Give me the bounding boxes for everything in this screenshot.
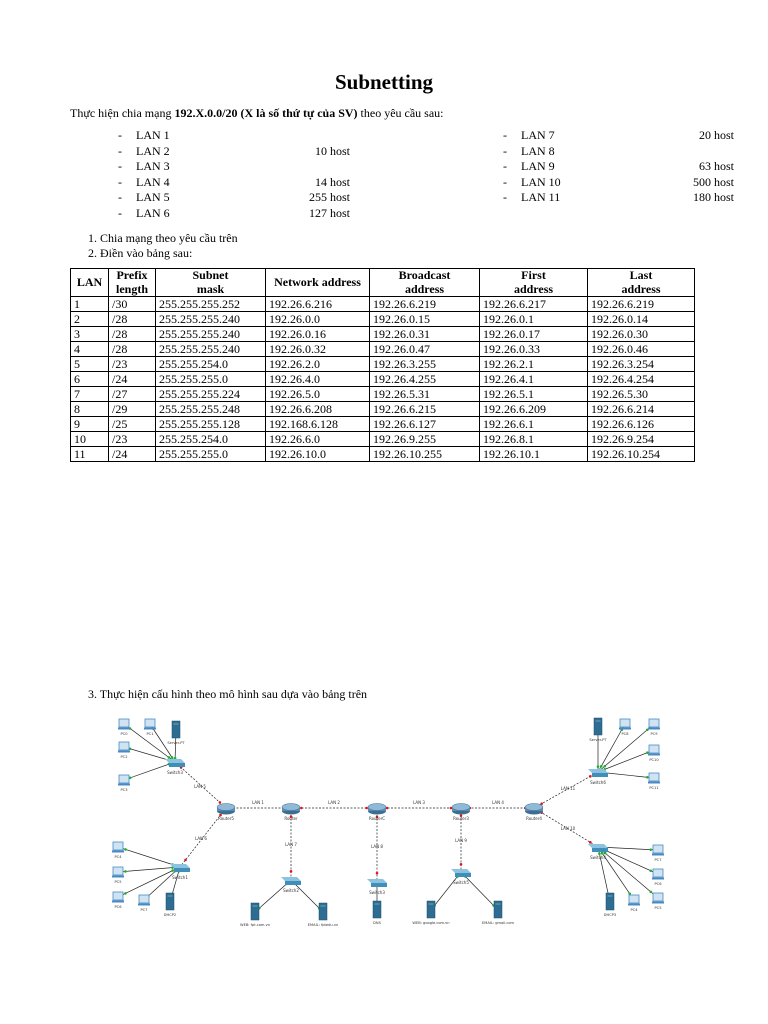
table-cell: 192.26.5.30 <box>588 387 695 402</box>
lan-label: LAN 2 <box>328 800 340 805</box>
intro-network: 192.X.0.0/20 (X là số thứ tự của SV) <box>174 106 358 120</box>
column-header-line: mask <box>196 281 225 296</box>
port-indicator <box>124 848 127 851</box>
bullet-dash: - <box>503 159 507 174</box>
lan-label: LAN 1 <box>252 800 264 805</box>
requirement-item <box>503 144 734 160</box>
pc-icon <box>628 904 640 906</box>
switch-icon <box>451 869 471 873</box>
pc-icon <box>138 904 150 906</box>
table-cell: 192.26.10.0 <box>266 447 370 462</box>
table-row <box>71 327 695 342</box>
table-cell: 192.26.6.209 <box>480 402 588 417</box>
server-icon <box>373 901 381 918</box>
table-cell: 192.26.6.216 <box>266 297 370 312</box>
server-label: DHCP3 <box>603 913 617 917</box>
router-label: Router3 <box>453 816 469 821</box>
table-cell: 192.26.10.1 <box>480 447 588 462</box>
step-3: 3. Thực hiện cấu hình theo mô hình sau dựa vào bảng trên <box>88 687 368 701</box>
pc-icon <box>119 742 129 750</box>
table-row <box>71 342 695 357</box>
table-cell: 192.26.0.0 <box>266 312 370 327</box>
column-header <box>156 269 266 297</box>
requirement-item <box>118 206 350 222</box>
switch-label: Switch2 <box>283 888 299 893</box>
table-cell: 255.255.255.240 <box>156 342 266 357</box>
pc-icon <box>112 851 124 853</box>
pc-icon <box>119 719 129 727</box>
column-header-line: LAN <box>76 274 103 289</box>
requirement-hosts: 127 host <box>308 205 350 220</box>
requirement-lan: LAN 9 <box>521 159 555 174</box>
table-row <box>71 372 695 387</box>
switch-label: Switch6 <box>590 780 606 785</box>
port-indicator <box>124 892 127 895</box>
pc-label: PC9 <box>650 732 658 736</box>
column-header-line: Subnet <box>192 268 229 282</box>
lan-label: LAN 8 <box>371 844 383 849</box>
server-icon <box>251 903 259 920</box>
column-header-line: length <box>115 281 148 296</box>
pc-icon <box>652 878 664 880</box>
bullet-dash: - <box>503 128 507 142</box>
bullet-dash: - <box>118 190 122 205</box>
requirement-item <box>503 159 734 175</box>
switch-label: Switch1 <box>172 875 188 880</box>
router-label: Router4 <box>526 816 542 821</box>
column-header <box>266 269 370 297</box>
pc-icon <box>139 895 149 903</box>
table-cell: /27 <box>109 387 156 402</box>
switch-icon <box>455 873 471 877</box>
table-cell: 192.26.10.254 <box>588 447 695 462</box>
table-cell: 255.255.255.0 <box>156 372 266 387</box>
steps-list <box>88 231 238 261</box>
pc-icon <box>112 901 124 903</box>
table-cell: 192.26.0.31 <box>370 327 480 342</box>
table-cell: 192.26.6.208 <box>266 402 370 417</box>
requirement-hosts: 255 host <box>308 190 350 205</box>
table-cell: 192.26.0.47 <box>370 342 480 357</box>
intro-prefix: Thực hiện chia mạng <box>70 106 175 120</box>
table-body <box>71 297 695 462</box>
pc-label: PC3 <box>120 788 128 792</box>
bullet-dash: - <box>118 159 122 174</box>
pc-label: PC5 <box>654 906 662 910</box>
port-indicator <box>290 870 293 873</box>
router-icon <box>525 804 543 811</box>
switch-icon <box>588 844 608 848</box>
switch-icon <box>165 759 185 763</box>
column-header <box>370 269 480 297</box>
table-cell: 192.26.6.219 <box>370 297 480 312</box>
port-indicator <box>646 776 649 779</box>
table-cell: 11 <box>71 447 109 462</box>
router-icon <box>217 804 235 811</box>
bullet-dash: - <box>118 174 122 189</box>
table-row <box>71 417 695 432</box>
port-indicator <box>365 807 368 810</box>
port-indicator <box>219 801 222 804</box>
switch-icon <box>592 848 608 852</box>
intro-suffix: theo yêu cầu sau: <box>357 106 444 120</box>
port-indicator <box>589 841 592 844</box>
table-cell: 255.255.255.248 <box>156 402 266 417</box>
server-label: Server-PT <box>589 738 607 742</box>
table-cell: 192.26.9.255 <box>370 432 480 447</box>
port-indicator <box>589 775 592 778</box>
lan-label: LAN 3 <box>413 800 425 805</box>
column-header-line: Broadcast <box>398 268 451 282</box>
pc-label: PC8 <box>621 732 629 736</box>
table-cell: 192.26.5.1 <box>480 387 588 402</box>
pc-icon <box>112 876 124 878</box>
network-link <box>431 872 461 910</box>
pc-icon <box>652 902 664 904</box>
requirement-lan: LAN 4 <box>136 174 170 189</box>
step-1: 1. Chia mạng theo yêu cầu trên <box>88 231 238 245</box>
table-cell: 192.26.6.219 <box>588 297 695 312</box>
pc-icon <box>113 892 123 900</box>
requirement-item <box>503 175 734 191</box>
requirement-item <box>503 190 734 206</box>
pc-icon <box>649 773 659 781</box>
pc-label: PC11 <box>649 786 659 790</box>
table-cell: /24 <box>109 447 156 462</box>
requirement-item <box>118 144 350 160</box>
table-row <box>71 402 695 417</box>
table-cell: 192.26.9.254 <box>588 432 695 447</box>
step-2: 2. Điền vào bảng sau: <box>88 246 193 260</box>
table-row <box>71 387 695 402</box>
table-cell: 192.26.6.215 <box>370 402 480 417</box>
switch-label: Switch4 <box>590 855 606 860</box>
lan-label: LAN 4 <box>492 800 504 805</box>
subnet-table <box>70 268 695 462</box>
network-link <box>598 847 658 898</box>
table-cell: 192.26.2.0 <box>266 357 370 372</box>
port-indicator <box>168 756 171 759</box>
port-indicator <box>600 765 603 768</box>
table-cell: 192.26.3.254 <box>588 357 695 372</box>
pc-icon <box>118 784 130 786</box>
table-cell: 8 <box>71 402 109 417</box>
requirement-item <box>118 159 350 175</box>
table-cell: 255.255.254.0 <box>156 357 266 372</box>
pc-label: PC2 <box>120 755 128 759</box>
port-indicator <box>124 870 127 873</box>
bullet-dash: - <box>118 143 122 158</box>
table-cell: 5 <box>71 357 109 372</box>
table-cell: 255.255.255.240 <box>156 312 266 327</box>
server-icon <box>319 903 327 920</box>
table-cell: 3 <box>71 327 109 342</box>
server-icon <box>594 718 602 735</box>
column-header-line: address <box>621 281 661 296</box>
port-indicator <box>603 765 606 768</box>
requirements-left <box>118 128 350 222</box>
pc-icon <box>649 745 659 753</box>
server-label: EMAIL: gmail.com <box>481 921 515 925</box>
table-cell: 1 <box>71 297 109 312</box>
server-icon <box>166 893 174 910</box>
table-cell: 192.26.0.14 <box>588 312 695 327</box>
table-cell: 192.26.0.16 <box>266 327 370 342</box>
switch-icon <box>174 868 190 872</box>
table-cell: 192.26.4.254 <box>588 372 695 387</box>
server-label: DHCP2 <box>163 913 177 917</box>
port-indicator <box>300 807 303 810</box>
table-cell: /28 <box>109 342 156 357</box>
switch-icon <box>281 877 301 881</box>
table-cell: /28 <box>109 312 156 327</box>
table-cell: 192.26.4.1 <box>480 372 588 387</box>
lan-label: LAN 6 <box>195 836 207 841</box>
pc-icon <box>145 719 155 727</box>
requirement-hosts: 10 host <box>314 143 350 158</box>
table-cell: /30 <box>109 297 156 312</box>
requirement-hosts: 20 host <box>698 128 734 142</box>
switch-icon <box>367 879 387 883</box>
table-cell: 255.255.255.252 <box>156 297 266 312</box>
switch-icon <box>169 763 185 767</box>
table-cell: /23 <box>109 357 156 372</box>
table-cell: 10 <box>71 432 109 447</box>
network-link <box>461 872 498 910</box>
network-topology-diagram <box>98 712 678 934</box>
table-cell: 7 <box>71 387 109 402</box>
table-row <box>71 432 695 447</box>
pc-icon <box>648 782 660 784</box>
table-cell: 6 <box>71 372 109 387</box>
pc-icon <box>653 893 663 901</box>
server-icon <box>606 893 614 910</box>
table-cell: 192.26.8.1 <box>480 432 588 447</box>
table-row <box>71 447 695 462</box>
switch-label: Switch3 <box>369 890 385 895</box>
switch-icon <box>592 773 608 777</box>
table-cell: 4 <box>71 342 109 357</box>
pc-icon <box>648 728 660 730</box>
server-label: Server-PT <box>167 741 185 745</box>
table-cell: 255.255.255.224 <box>156 387 266 402</box>
requirement-lan: LAN 1 <box>136 128 170 142</box>
table-cell: 255.255.255.240 <box>156 327 266 342</box>
requirement-item <box>118 175 350 191</box>
network-link <box>598 750 654 772</box>
table-cell: 192.26.10.255 <box>370 447 480 462</box>
table-cell: 192.168.6.128 <box>266 417 370 432</box>
table-cell: 192.26.6.0 <box>266 432 370 447</box>
requirement-item <box>503 128 734 144</box>
server-icon <box>172 721 180 738</box>
requirement-lan: LAN 7 <box>521 128 555 142</box>
column-header-line: address <box>404 281 445 296</box>
requirements-right <box>503 128 734 206</box>
bullet-dash: - <box>503 143 507 158</box>
column-header <box>480 269 588 297</box>
port-indicator <box>171 869 174 872</box>
port-indicator <box>650 848 653 851</box>
router-label: Router5 <box>218 816 234 821</box>
requirement-lan: LAN 2 <box>136 143 170 158</box>
table-cell: 192.26.0.17 <box>480 327 588 342</box>
table-cell: /29 <box>109 402 156 417</box>
pc-label: PC5 <box>114 880 122 884</box>
pc-icon <box>118 751 130 753</box>
pc-icon <box>648 754 660 756</box>
router-icon <box>368 804 386 811</box>
pc-label: PC1 <box>146 732 154 736</box>
router-label: RouterC <box>368 816 386 821</box>
pc-label: PC4 <box>630 908 638 912</box>
switch-label: Switch3 <box>167 770 183 775</box>
table-cell: 9 <box>71 417 109 432</box>
requirement-item <box>118 128 350 144</box>
server-label: DNS <box>373 921 381 925</box>
table-cell: 192.26.0.46 <box>588 342 695 357</box>
port-indicator <box>628 892 631 895</box>
requirement-hosts: 500 host <box>692 174 734 189</box>
table-cell: /23 <box>109 432 156 447</box>
port-indicator <box>376 872 379 875</box>
port-indicator <box>171 756 174 759</box>
table-cell: 192.26.0.1 <box>480 312 588 327</box>
lan-label: LAN 10 <box>560 826 576 831</box>
requirement-hosts: 63 host <box>698 159 734 174</box>
server-label: WEB: fpt.com.vn <box>240 923 270 927</box>
table-cell: 192.26.0.32 <box>266 342 370 357</box>
page-title: Subnetting <box>334 70 434 94</box>
table-cell: 192.26.6.214 <box>588 402 695 417</box>
table-cell: /24 <box>109 372 156 387</box>
bullet-dash: - <box>503 174 507 189</box>
port-indicator <box>460 863 463 866</box>
server-label: WEB: google.com.vn <box>412 921 450 925</box>
pc-label: PC6 <box>114 905 122 909</box>
table-cell: 192.26.6.217 <box>480 297 588 312</box>
table-row <box>71 357 695 372</box>
lan-label: LAN 5 <box>194 784 206 789</box>
column-header <box>71 269 109 297</box>
table-cell: 192.26.0.33 <box>480 342 588 357</box>
pc-icon <box>629 895 639 903</box>
requirement-lan: LAN 11 <box>521 190 561 205</box>
pc-icon <box>649 719 659 727</box>
table-cell: /28 <box>109 327 156 342</box>
requirement-lan: LAN 10 <box>521 174 561 189</box>
requirement-lan: LAN 3 <box>136 159 170 174</box>
table-cell: 192.26.6.1 <box>480 417 588 432</box>
pc-icon <box>653 869 663 877</box>
lan-label: LAN 11 <box>560 786 576 791</box>
switch-icon <box>285 881 301 885</box>
requirement-hosts: 180 host <box>692 190 734 205</box>
column-header-line: address <box>513 281 554 296</box>
table-cell: 192.26.5.0 <box>266 387 370 402</box>
table-cell: 192.26.3.255 <box>370 357 480 372</box>
pc-icon <box>653 845 663 853</box>
bullet-dash: - <box>118 205 122 220</box>
lan-label: LAN 7 <box>285 842 297 847</box>
requirement-lan: LAN 8 <box>521 143 555 158</box>
table-cell: 192.26.6.127 <box>370 417 480 432</box>
pc-label: PC10 <box>649 758 659 762</box>
table-cell: 192.26.0.15 <box>370 312 480 327</box>
bullet-dash: - <box>503 190 507 205</box>
pc-label: PC6 <box>654 882 662 886</box>
pc-icon <box>119 775 129 783</box>
port-indicator <box>184 859 187 862</box>
requirement-item <box>118 190 350 206</box>
port-indicator <box>597 765 600 768</box>
switch-label: Switch5 <box>453 880 469 885</box>
column-header <box>588 269 695 297</box>
server-icon <box>427 901 435 918</box>
table-cell: 192.26.6.126 <box>588 417 695 432</box>
requirement-hosts: 14 host <box>314 174 350 189</box>
router-icon <box>282 804 300 811</box>
column-header-line: Prefix <box>116 268 148 282</box>
server-icon <box>494 901 502 918</box>
column-header-line: Network address <box>274 274 361 289</box>
pc-icon <box>118 728 130 730</box>
lan-label: LAN 9 <box>455 838 467 843</box>
pc-icon <box>619 728 631 730</box>
router-icon <box>452 804 470 811</box>
table-header-row <box>71 269 695 297</box>
router-label: Router <box>284 816 298 821</box>
pc-icon <box>113 842 123 850</box>
table-cell: 192.26.4.255 <box>370 372 480 387</box>
pc-icon <box>113 867 123 875</box>
bullet-dash: - <box>118 128 122 142</box>
port-indicator <box>650 869 653 872</box>
requirement-lan: LAN 5 <box>136 190 170 205</box>
table-cell: 255.255.255.128 <box>156 417 266 432</box>
server-label: EMAIL: fptedu.vn <box>307 923 339 927</box>
pc-icon <box>144 728 156 730</box>
column-header <box>109 269 156 297</box>
table-cell: /25 <box>109 417 156 432</box>
pc-label: PC4 <box>114 855 122 859</box>
pc-icon <box>652 854 664 856</box>
pc-label: PC0 <box>120 732 128 736</box>
column-header-line: First <box>521 268 546 282</box>
table-cell: 192.26.5.31 <box>370 387 480 402</box>
table-row <box>71 312 695 327</box>
intro-line <box>70 106 444 121</box>
pc-label: PC7 <box>140 908 148 912</box>
port-indicator <box>650 891 653 894</box>
table-cell: 255.255.255.0 <box>156 447 266 462</box>
table-cell: 192.26.2.1 <box>480 357 588 372</box>
column-header-line: Last <box>629 268 653 282</box>
pc-label: PC7 <box>654 858 662 862</box>
table-cell: 192.26.0.30 <box>588 327 695 342</box>
switch-icon <box>371 883 387 887</box>
table-cell: 192.26.4.0 <box>266 372 370 387</box>
table-row <box>71 297 695 312</box>
table-cell: 2 <box>71 312 109 327</box>
table-cell: 255.255.254.0 <box>156 432 266 447</box>
requirement-lan: LAN 6 <box>136 205 170 220</box>
pc-icon <box>620 719 630 727</box>
